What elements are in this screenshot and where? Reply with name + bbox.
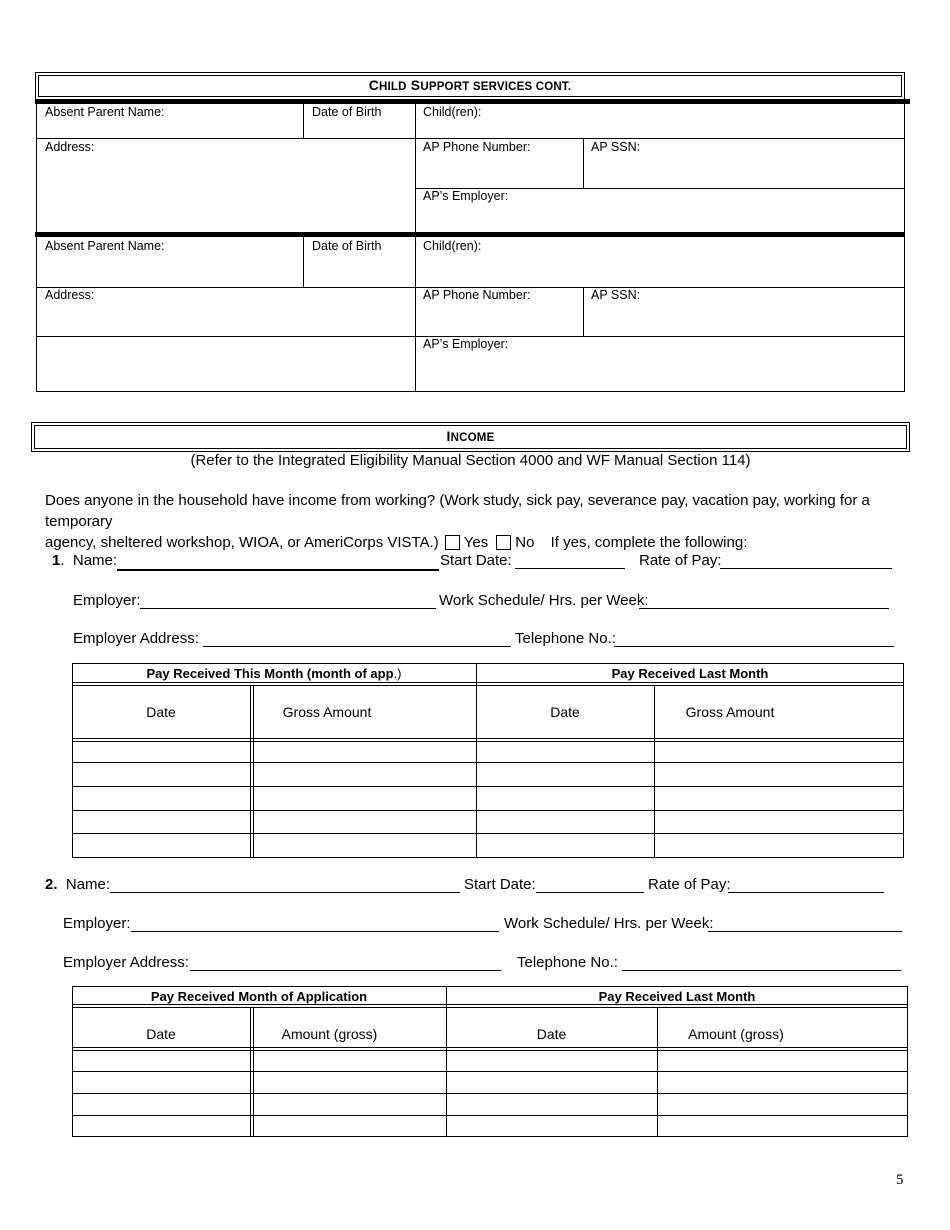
income-question-line2: agency, sheltered workshop, WIOA, or AmeriCorps VISTA.) [45, 534, 439, 551]
job1-col-gross-amount: Gross Amount [282, 704, 372, 720]
ap-ssn-label: AP SSN: [591, 140, 641, 154]
job1-this-month-header: Pay Received This Month (month of app.) [146, 666, 402, 681]
address-label: Address: [45, 288, 95, 302]
yes-checkbox[interactable] [445, 535, 460, 550]
no-checkbox[interactable] [496, 535, 511, 550]
ap-employer-label: AP’s Employer: [423, 189, 509, 203]
table-rule [72, 1050, 908, 1051]
job2-employer-field[interactable] [131, 931, 499, 932]
table-rule [72, 682, 904, 683]
job2-schedule-field[interactable] [708, 931, 902, 932]
table-row-line [72, 762, 904, 763]
job1-name-label: 1. Name: [52, 552, 118, 569]
thick-divider [35, 99, 910, 104]
job2-start-date-field[interactable] [536, 892, 644, 893]
cell-divider [583, 138, 584, 188]
job1-telephone-field[interactable] [614, 646, 894, 647]
job1-rate-label: Rate of Pay: [639, 552, 722, 569]
table-rule [72, 1047, 908, 1048]
table-col-divider [476, 663, 477, 858]
table-row-line [72, 833, 904, 834]
job1-schedule-field[interactable] [639, 608, 889, 609]
job2-name-label [45, 876, 110, 893]
job2-schedule-label: Work Schedule/ Hrs. per Week: [504, 915, 714, 932]
date-of-birth-label: Date of Birth [312, 105, 382, 119]
table-rule [72, 738, 904, 739]
income-question-line2-row [45, 532, 925, 553]
job1-start-date-label: Start Date: [440, 552, 512, 569]
table-row-line [72, 1115, 908, 1116]
job2-rate-label: Rate of Pay: [648, 876, 731, 893]
if-yes-instruction: If yes, complete the following: [550, 534, 748, 551]
ap-employer-label: AP’s Employer: [423, 337, 509, 351]
income-subtitle: (Refer to the Integrated Eligibility Manual Section 4000 and WF Manual Section 114) [190, 452, 751, 469]
job1-start-date-field[interactable] [515, 568, 625, 569]
ap-phone-label: AP Phone Number: [423, 288, 531, 302]
job2-month-of-application-header: Pay Received Month of Application [150, 989, 368, 1004]
cell-divider [415, 104, 416, 233]
job1-rate-field[interactable] [720, 568, 892, 569]
income-title: INCOME [446, 428, 495, 444]
cell-divider [303, 237, 304, 287]
job1-last-month-header: Pay Received Last Month [611, 666, 769, 681]
table-rule [72, 1004, 908, 1005]
job1-table-frame [72, 663, 904, 858]
job1-number: 1 [52, 552, 61, 569]
table-row-line [72, 1093, 908, 1094]
thick-divider [35, 232, 905, 237]
table-rule [72, 741, 904, 742]
address-label: Address: [45, 140, 95, 154]
job2-employer-address-label: Employer Address: [63, 954, 189, 971]
table-rule [72, 1007, 908, 1008]
job1-col-date: Date [146, 704, 176, 720]
job2-col-amount: Amount (gross) [281, 1026, 378, 1042]
cell-divider [415, 237, 416, 392]
page-number: 5 [896, 1172, 904, 1188]
yes-label: Yes [463, 534, 489, 551]
children-label: Child(ren): [423, 105, 482, 119]
child-support-title: CHILD SUPPORT SERVICES CONT. [368, 77, 572, 93]
table-col-divider [250, 1007, 251, 1137]
job1-employer-address-field[interactable] [203, 646, 511, 647]
job1-employer-field[interactable] [140, 608, 436, 609]
income-question [45, 490, 925, 553]
job1-telephone-label: Telephone No.: [515, 630, 616, 647]
job2-name-field[interactable] [110, 892, 460, 893]
job2-col-date: Date [146, 1026, 176, 1042]
job1-name-field[interactable] [117, 569, 439, 571]
table-rule [72, 685, 904, 686]
table-row-line [72, 1071, 908, 1072]
job1-col-gross-amount-last: Gross Amount [685, 704, 775, 720]
cell-divider [583, 287, 584, 336]
table-border-left [36, 99, 37, 392]
job1-name-text: Name: [72, 552, 118, 569]
job2-telephone-label: Telephone No.: [517, 954, 618, 971]
table-row-line [72, 786, 904, 787]
job2-start-date-label: Start Date: [464, 876, 536, 893]
job2-employer-label: Employer: [63, 915, 131, 932]
job2-name-text: Name: [65, 876, 111, 893]
table-border-right [904, 99, 905, 392]
children-label: Child(ren): [423, 239, 482, 253]
absent-parent-name-label: Absent Parent Name: [45, 239, 165, 253]
job2-number: 2. [45, 876, 58, 893]
income-question-line1: Does anyone in the household have income from working? (Work study, sick pay, severance pay, vacation pay, working for a temporary [45, 492, 870, 530]
row-divider [36, 138, 905, 139]
job2-col-amount-last: Amount (gross) [688, 1026, 784, 1042]
job2-col-date-last: Date [536, 1026, 567, 1042]
cell-divider [303, 104, 304, 139]
job1-col-date-last: Date [550, 704, 580, 720]
job1-schedule-label: Work Schedule/ Hrs. per Week: [439, 592, 649, 609]
job2-employer-address-field[interactable] [190, 970, 501, 971]
job2-rate-field[interactable] [728, 892, 884, 893]
ap-ssn-label: AP SSN: [591, 288, 641, 302]
job1-employer-label: Employer: [73, 592, 141, 609]
job2-telephone-field[interactable] [622, 970, 901, 971]
no-label: No [515, 534, 535, 551]
table-row-line [72, 810, 904, 811]
table-border-bottom [36, 391, 905, 392]
date-of-birth-label: Date of Birth [312, 239, 382, 253]
absent-parent-name-label: Absent Parent Name: [45, 105, 165, 119]
ap-phone-label: AP Phone Number: [423, 140, 531, 154]
job1-employer-address-label: Employer Address: [73, 630, 199, 647]
job2-last-month-header: Pay Received Last Month [598, 989, 756, 1004]
